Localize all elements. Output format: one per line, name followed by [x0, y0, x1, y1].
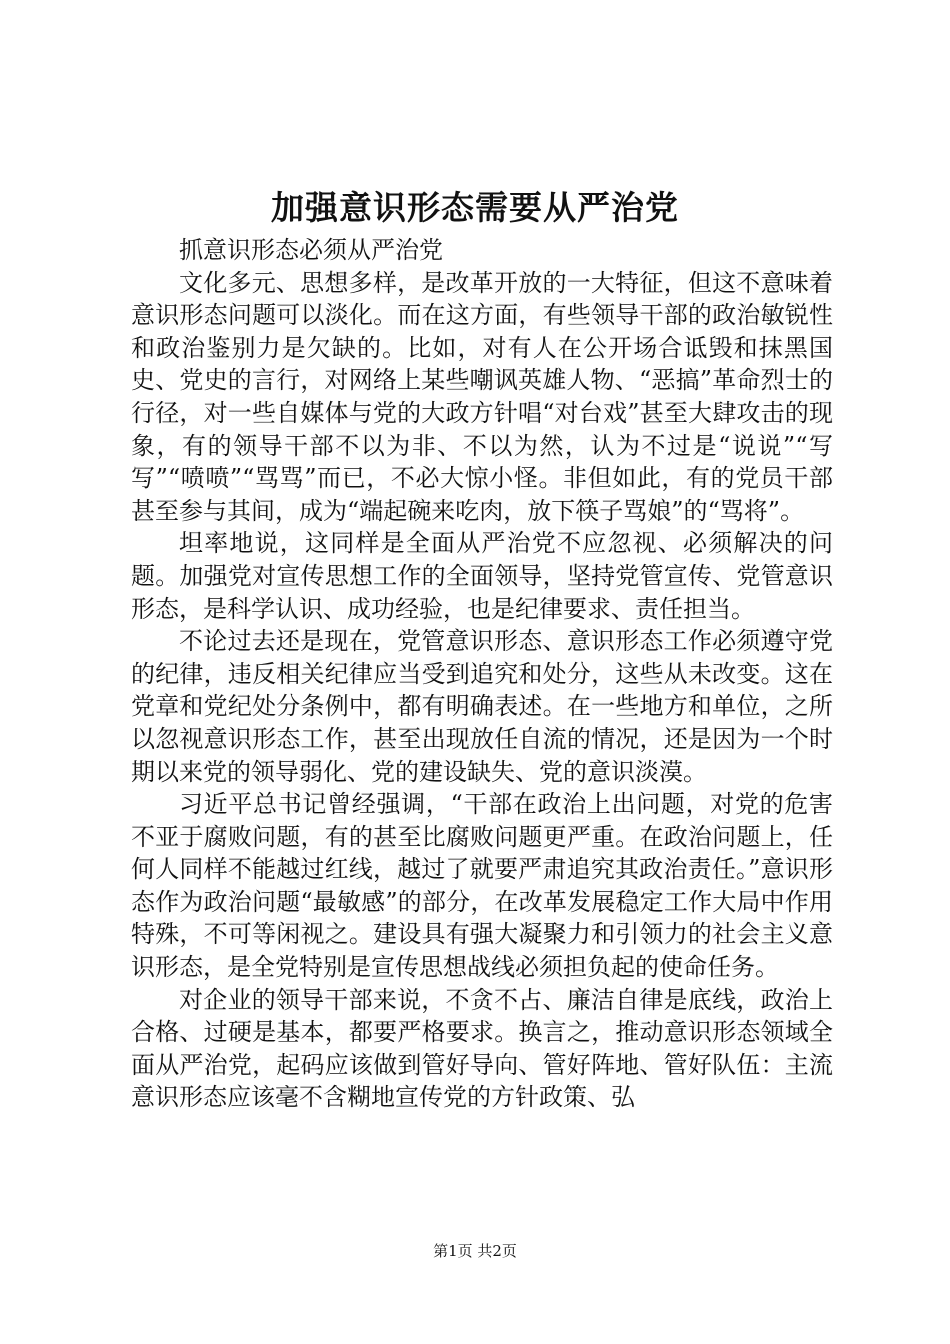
body-paragraph: 文化多元、思想多样，是改革开放的一大特征，但这不意味着意识形态问题可以淡化。而在这方面，有些领导干部的政治敏锐性和政治鉴别力是欠缺的。比如，对有人在公开场合诋毁和抹黑国史、党史的言行，对网络上某些嘲讽英雄人物、“恶搞”革命烈士的行径，对一些自媒体与党的大政方针唱“对台戏”甚至大肆攻击的现象，有的领导干部不以为非、不以为然，认为不过是“说说”“写写”“喷喷”“骂骂”而已，不必大惊小怪。非但如此，有的党员干部甚至参与其间，成为“端起碗来吃肉，放下筷子骂娘”的“骂将”。 [131, 268, 833, 525]
document-body [131, 234, 833, 1114]
body-paragraph: 习近平总书记曾经强调，“干部在政治上出问题，对党的危害不亚于腐败问题，有的甚至比腐败问题更严重。在政治问题上，任何人同样不能越过红线，越过了就要严肃追究其政治责任。”意识形态作为政治问题“最敏感”的部分，在改革发展稳定工作大局中作用特殊，不可等闲视之。建设具有强大凝聚力和引领力的社会主义意识形态，是全党特别是宣传思想战线必须担负起的使命任务。 [131, 790, 833, 982]
subtitle-paragraph: 抓意识形态必须从严治党 [179, 236, 443, 264]
body-paragraph: 不论过去还是现在，党管意识形态、意识形态工作必须遵守党的纪律，违反相关纪律应当受到追究和处分，这些从未改变。这在党章和党纪处分条例中，都有明确表述。在一些地方和单位，之所以忽视意识形态工作，甚至出现放任自流的情况，还是因为一个时期以来党的领导弱化、党的建设缺失、党的意识淡漠。 [131, 627, 833, 786]
document-title: 加强意识形态需要从严治党 [271, 188, 679, 227]
page-number-footer: 第1页 共2页 [433, 1242, 517, 1260]
body-paragraph: 对企业的领导干部来说，不贪不占、廉洁自律是底线，政治上合格、过硬是基本，都要严格要求。换言之，推动意识形态领域全面从严治党，起码应该做到管好导向、管好阵地、管好队伍：主流意识形态应该毫不含糊地宣传党的方针政策、弘 [131, 985, 833, 1112]
body-paragraph: 坦率地说，这同样是全面从严治党不应忽视、必须解决的问题。加强党对宣传思想工作的全面领导，坚持党管宣传、党管意识形态，是科学认识、成功经验，也是纪律要求、责任担当。 [131, 529, 833, 623]
